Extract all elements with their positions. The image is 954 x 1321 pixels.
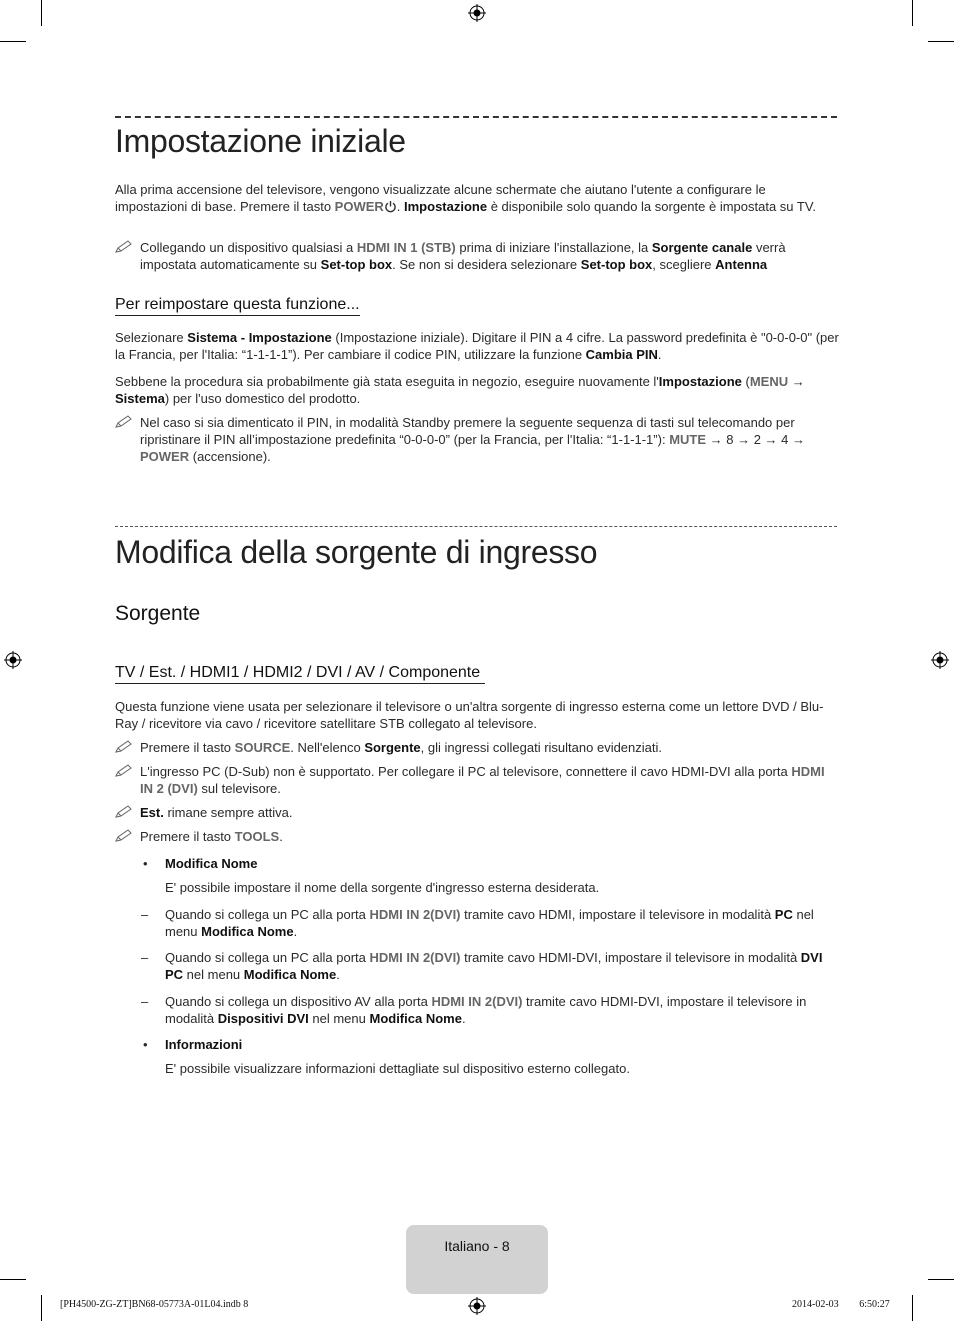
note: L'ingresso PC (D-Sub) non è supportato. Per collegare il PC al televisore, connettere il cavo HDMI-DVI alla porta HDMI IN 2 (DVI) sul televisore. xyxy=(115,763,841,797)
note: Est. rimane sempre attiva. xyxy=(115,804,841,821)
registration-mark-icon xyxy=(468,1297,486,1315)
crop-mark xyxy=(41,0,42,26)
note: Premere il tasto SOURCE. Nell'elenco Sorgente, gli ingressi collegati risultano evidenziati. xyxy=(115,739,841,756)
section-title: Impostazione iniziale xyxy=(115,123,406,159)
note: Premere il tasto TOOLS. xyxy=(115,828,841,845)
crop-mark xyxy=(912,0,913,26)
crop-mark xyxy=(928,41,954,42)
section-divider xyxy=(115,116,837,118)
note: Collegando un dispositivo qualsiasi a HDMI IN 1 (STB) prima di iniziare l'installazione, la Sorgente canale verrà impostata automaticamente su Set-top box. Se non si desidera selezionare Set-top box, scegliere Antenna xyxy=(115,239,841,273)
registration-mark-icon xyxy=(468,4,486,22)
power-icon xyxy=(384,200,397,213)
bullet-icon: • xyxy=(143,1037,148,1052)
pencil-note-icon xyxy=(115,805,133,819)
subheading: TV / Est. / HDMI1 / HDMI2 / DVI / AV / Componente xyxy=(115,664,485,684)
list-item-description: E' possibile impostare il nome della sorgente d'ingresso esterna desiderata. xyxy=(165,880,600,895)
crop-mark xyxy=(0,41,26,42)
note: Nel caso si sia dimenticato il PIN, in modalità Standby premere la seguente sequenza di tasti sul telecomando per ripristinare il PIN all’impostazione predefinita “0-0-0-0” (per la Francia, per l'Italia: “1-1-1-1”): MUTE → 8 → 2 → 4 → POWER (accensione). xyxy=(115,414,841,465)
crop-mark xyxy=(41,1295,42,1321)
pencil-note-icon xyxy=(115,740,133,754)
registration-mark-icon xyxy=(931,651,949,669)
section-heading: Sorgente xyxy=(115,602,201,625)
bullet-icon: • xyxy=(143,856,148,871)
intro-paragraph: Alla prima accensione del televisore, vengono visualizzate alcune schermate che aiutano l'utente a configurare le impostazioni di base. Premere il tasto POWER . Impostazione è disponibile solo quando la sorgente è impostata su TV. xyxy=(115,182,816,214)
paragraph: Sebbene la procedura sia probabilmente già stata eseguita in negozio, eseguire nuovamente l'Impostazione (MENU → Sistema) per l'uso domestico del prodotto. xyxy=(115,374,805,406)
registration-mark-icon xyxy=(4,651,22,669)
crop-mark xyxy=(928,1279,954,1280)
pencil-note-icon xyxy=(115,415,133,429)
section-title: Modifica della sorgente di ingresso xyxy=(115,534,598,570)
list-item: – Quando si collega un PC alla porta HDMI IN 2(DVI) tramite cavo HDMI-DVI, impostare il televisore in modalità DVI PC nel menu Modifica Nome. xyxy=(141,950,823,982)
pencil-note-icon xyxy=(115,829,133,843)
list-item: – Quando si collega un dispositivo AV alla porta HDMI IN 2(DVI) tramite cavo HDMI-DVI, impostare il televisore in modalità Dispositivi DVI nel menu Modifica Nome. xyxy=(141,994,807,1026)
list-item-description: E' possibile visualizzare informazioni dettagliate sul dispositivo esterno collegato. xyxy=(165,1061,630,1076)
paragraph: Selezionare Sistema - Impostazione (Impostazione iniziale). Digitare il PIN a 4 cifre. La password predefinita è "0-0-0-0" (per la Francia, per l'Italia: “1-1-1-1”). Per cambiare il codice PIN, utilizzare la funzione Cambia PIN. xyxy=(115,330,839,362)
list-item: • Informazioni xyxy=(143,1037,243,1052)
subheading: Per reimpostare questa funzione... xyxy=(115,296,360,316)
dash-marker: – xyxy=(141,950,149,965)
crop-mark xyxy=(912,1295,913,1321)
pencil-note-icon xyxy=(115,240,133,254)
page-number: Italiano - 8 xyxy=(444,1238,510,1254)
crop-mark xyxy=(0,1279,26,1280)
intro-paragraph: Questa funzione viene usata per selezionare il televisore o un'altra sorgente di ingresso esterna come un lettore DVD / Blu-Ray / ricevitore via cavo / ricevitore satellitare STB collegato al televisore. xyxy=(115,699,824,731)
list-item: – Quando si collega un PC alla porta HDMI IN 2(DVI) tramite cavo HDMI, impostare il televisore in modalità PC nel menu Modifica Nome. xyxy=(141,907,814,939)
section-divider xyxy=(115,526,837,527)
dash-marker: – xyxy=(141,907,149,922)
print-date: 2014-02-03 ￿￿ 6:50:27 xyxy=(792,1299,890,1310)
page-number-tab xyxy=(406,1225,548,1294)
file-info: [PH4500-ZG-ZT]BN68-05773A-01L04.indb 8 xyxy=(60,1299,249,1310)
list-item: • Modifica Nome xyxy=(143,856,258,871)
dash-marker: – xyxy=(141,994,149,1009)
pencil-note-icon xyxy=(115,764,133,778)
